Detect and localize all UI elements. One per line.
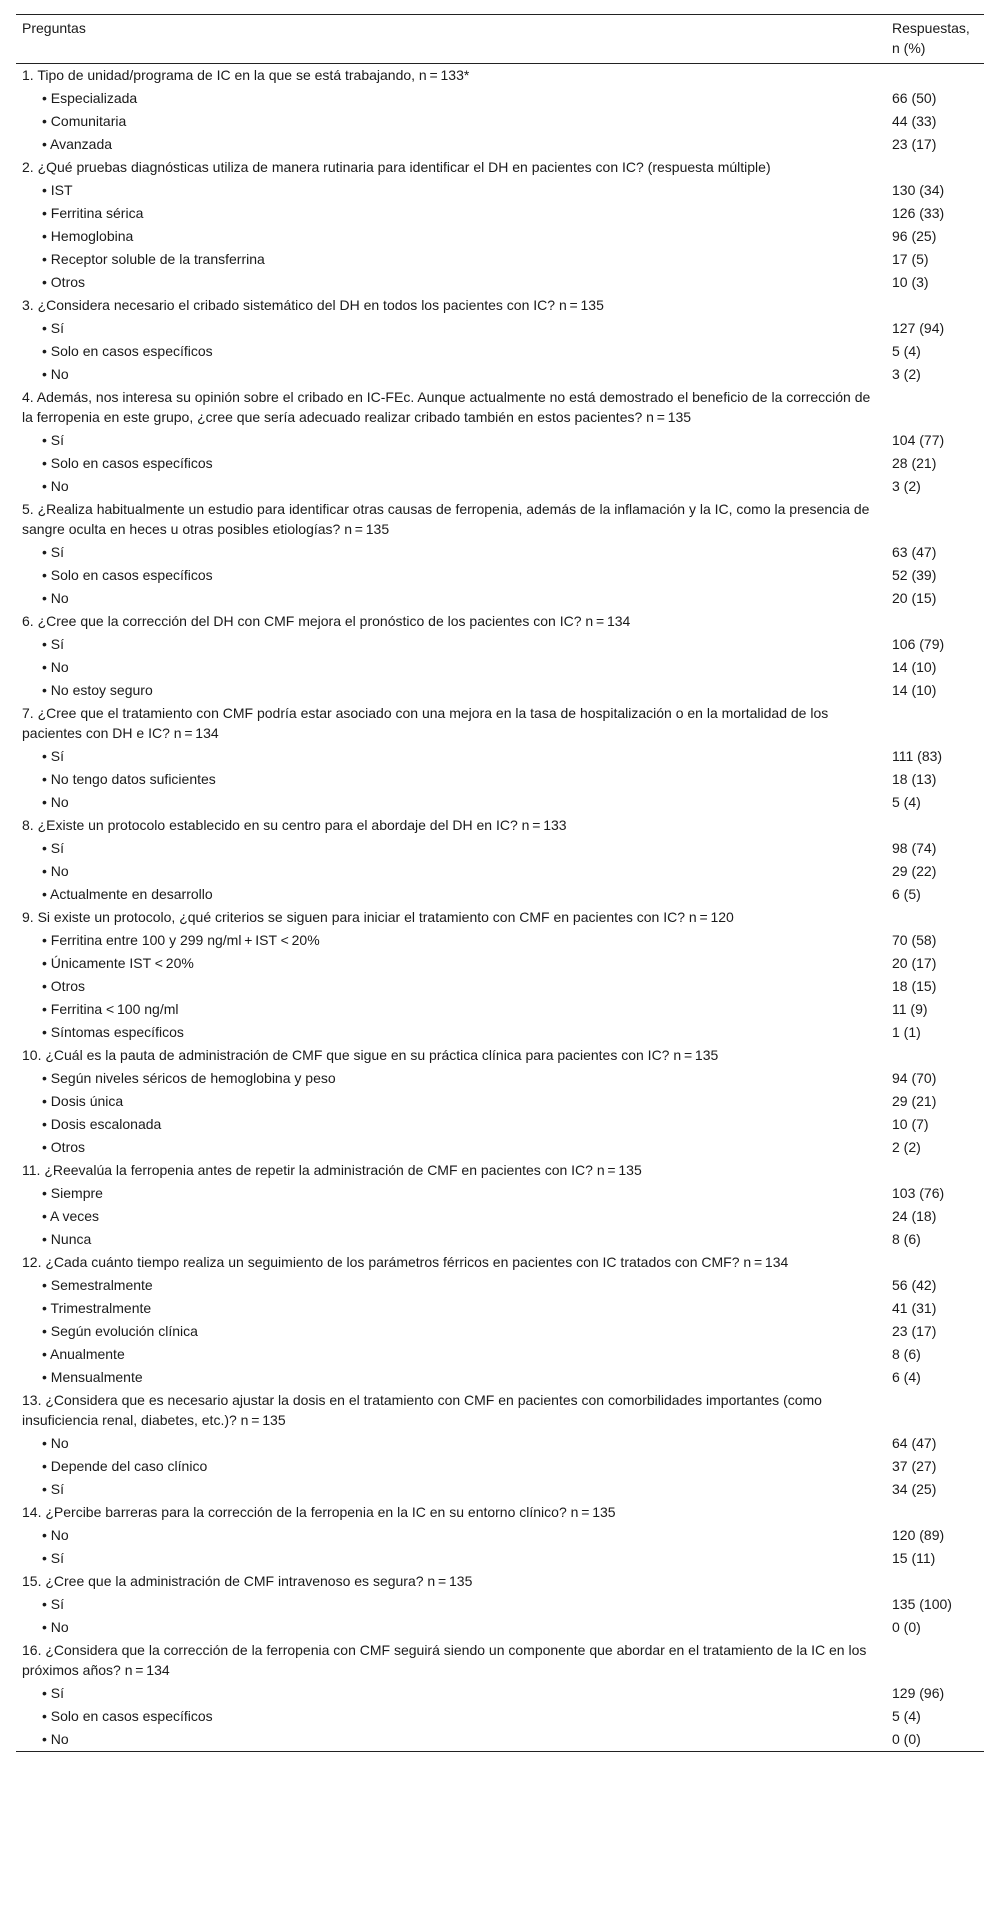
answer-option-row <box>16 952 984 975</box>
option-label: • Únicamente IST < 20% <box>42 955 194 971</box>
question-text: 11. ¿Reevalúa la ferropenia antes de repetir la administración de CMF en pacientes con IC? n = 135 <box>22 1162 642 1178</box>
answer-option-row <box>16 768 984 791</box>
response-count: 18 (15) <box>892 978 937 994</box>
option-label: • Sí <box>42 544 65 560</box>
response-count: 37 (27) <box>892 1458 937 1474</box>
response-count: 96 (25) <box>892 228 937 244</box>
option-label: • Mensualmente <box>42 1369 143 1385</box>
answer-option-row <box>16 133 984 156</box>
option-label: • Solo en casos específicos <box>42 1708 213 1724</box>
option-label: • Avanzada <box>42 136 113 152</box>
response-count: 24 (18) <box>892 1208 937 1224</box>
answer-option-row <box>16 429 984 452</box>
option-label: • Otros <box>42 1139 86 1155</box>
response-count: 2 (2) <box>892 1139 921 1155</box>
question-row <box>16 610 984 633</box>
response-count: 103 (76) <box>892 1185 945 1201</box>
question-text: 15. ¿Cree que la administración de CMF intravenoso es segura? n = 135 <box>22 1573 473 1589</box>
header-answers-line1: Respuestas, <box>892 20 970 36</box>
response-count <box>886 294 984 317</box>
response-count: 6 (4) <box>892 1369 921 1385</box>
answer-option-row <box>16 587 984 610</box>
response-count <box>886 1251 984 1274</box>
response-count: 126 (33) <box>892 205 945 221</box>
option-label: • Ferritina sérica <box>42 205 144 221</box>
option-label: • Receptor soluble de la transferrina <box>42 251 265 267</box>
response-count: 10 (7) <box>892 1116 929 1132</box>
question-text: 2. ¿Qué pruebas diagnósticas utiliza de manera rutinaria para identificar el DH en pacientes con IC? (respuesta múltiple) <box>22 159 771 175</box>
question-row <box>16 386 984 429</box>
option-label: • Trimestralmente <box>42 1300 152 1316</box>
response-count: 52 (39) <box>892 567 937 583</box>
option-label: • Sí <box>42 748 65 764</box>
table-header-row <box>16 15 984 64</box>
option-label: • Sí <box>42 1481 65 1497</box>
response-count: 44 (33) <box>892 113 937 129</box>
response-count <box>886 1159 984 1182</box>
answer-option-row <box>16 1205 984 1228</box>
option-label: • No <box>42 863 69 879</box>
response-count <box>886 814 984 837</box>
question-text: 5. ¿Realiza habitualmente un estudio para identificar otras causas de ferropenia, además de la inflamación y la IC, como la presencia de sangre oculta en heces u otras posibles etiologías? n = 135 <box>22 501 870 537</box>
response-count <box>886 1639 984 1682</box>
option-label: • Otros <box>42 274 86 290</box>
answer-option-row <box>16 1547 984 1570</box>
option-label: • Según niveles séricos de hemoglobina y peso <box>42 1070 336 1086</box>
question-text: 3. ¿Considera necesario el cribado sistemático del DH en todos los pacientes con IC? n = 135 <box>22 297 604 313</box>
response-count: 29 (21) <box>892 1093 937 1109</box>
question-row <box>16 1159 984 1182</box>
answer-option-row <box>16 1297 984 1320</box>
response-count: 1 (1) <box>892 1024 921 1040</box>
response-count: 56 (42) <box>892 1277 937 1293</box>
option-label: • Solo en casos específicos <box>42 567 213 583</box>
option-label: • Ferritina < 100 ng/ml <box>42 1001 179 1017</box>
response-count: 127 (94) <box>892 320 945 336</box>
response-count: 64 (47) <box>892 1435 937 1451</box>
option-label: • Siempre <box>42 1185 103 1201</box>
response-count <box>886 64 984 88</box>
answer-option-row <box>16 541 984 564</box>
answer-option-row <box>16 363 984 386</box>
answer-option-row <box>16 1728 984 1752</box>
option-label: • Sí <box>42 1550 65 1566</box>
answer-option-row <box>16 1067 984 1090</box>
option-label: • No <box>42 478 69 494</box>
response-count: 8 (6) <box>892 1346 921 1362</box>
answer-option-row <box>16 1274 984 1297</box>
option-label: • No <box>42 366 69 382</box>
option-label: • No <box>42 590 69 606</box>
response-count: 23 (17) <box>892 1323 937 1339</box>
option-label: • No <box>42 1619 69 1635</box>
answer-option-row <box>16 837 984 860</box>
question-row <box>16 498 984 541</box>
answer-option-row <box>16 1682 984 1705</box>
response-count: 5 (4) <box>892 1708 921 1724</box>
question-text: 6. ¿Cree que la corrección del DH con CMF mejora el pronóstico de los pacientes con IC? n = 134 <box>22 613 631 629</box>
response-count <box>886 906 984 929</box>
survey-table <box>16 14 984 1752</box>
answer-option-row <box>16 1478 984 1501</box>
response-count: 120 (89) <box>892 1527 945 1543</box>
option-label: • No <box>42 659 69 675</box>
response-count <box>886 386 984 429</box>
answer-option-row <box>16 1366 984 1389</box>
option-label: • Especializada <box>42 90 138 106</box>
answer-option-row <box>16 1455 984 1478</box>
option-label: • Síntomas específicos <box>42 1024 184 1040</box>
option-label: • Sí <box>42 1685 65 1701</box>
answer-option-row <box>16 1113 984 1136</box>
question-text: 8. ¿Existe un protocolo establecido en su centro para el abordaje del DH en IC? n = 133 <box>22 817 567 833</box>
question-row <box>16 64 984 88</box>
question-row <box>16 1389 984 1432</box>
question-text: 4. Además, nos interesa su opinión sobre el cribado en IC-FEc. Aunque actualmente no está demostrado el beneficio de la corrección de la ferropenia en este grupo, ¿cree que sería adecuado realizar cribado también en estos pacientes? n = 135 <box>22 389 871 425</box>
option-label: • A veces <box>42 1208 100 1224</box>
response-count <box>886 498 984 541</box>
response-count: 10 (3) <box>892 274 929 290</box>
response-count: 3 (2) <box>892 366 921 382</box>
option-label: • No <box>16 1728 886 1752</box>
question-text: 12. ¿Cada cuánto tiempo realiza un seguimiento de los parámetros férricos en pacientes con IC tratados con CMF? n = 134 <box>22 1254 789 1270</box>
table-body <box>16 64 984 1752</box>
response-count <box>886 1389 984 1432</box>
option-label: • Otros <box>42 978 86 994</box>
response-count <box>886 1570 984 1593</box>
header-questions: Preguntas <box>16 15 886 64</box>
option-label: • Ferritina entre 100 y 299 ng/ml + IST < 20% <box>42 932 320 948</box>
option-label: • Depende del caso clínico <box>42 1458 208 1474</box>
response-count: 34 (25) <box>892 1481 937 1497</box>
answer-option-row <box>16 1320 984 1343</box>
answer-option-row <box>16 998 984 1021</box>
response-count: 94 (70) <box>892 1070 937 1086</box>
option-label: • Anualmente <box>42 1346 125 1362</box>
option-label: • Nunca <box>42 1231 92 1247</box>
question-text: 10. ¿Cuál es la pauta de administración de CMF que sigue en su práctica clínica para pacientes con IC? n = 135 <box>22 1047 719 1063</box>
response-count: 20 (15) <box>892 590 937 606</box>
question-text: 14. ¿Percibe barreras para la corrección de la ferropenia en la IC en su entorno clínico? n = 135 <box>22 1504 616 1520</box>
response-count: 70 (58) <box>892 932 937 948</box>
answer-option-row <box>16 975 984 998</box>
response-count: 0 (0) <box>892 1619 921 1635</box>
answer-option-row <box>16 679 984 702</box>
question-row <box>16 294 984 317</box>
option-label: • No tengo datos suficientes <box>42 771 216 787</box>
question-text: 16. ¿Considera que la corrección de la ferropenia con CMF seguirá siendo un componente que abordar en el tratamiento de la IC en los próximos años? n = 134 <box>22 1642 867 1678</box>
answer-option-row <box>16 1228 984 1251</box>
answer-option-row <box>16 87 984 110</box>
answer-option-row <box>16 1182 984 1205</box>
answer-option-row <box>16 110 984 133</box>
response-count: 18 (13) <box>892 771 937 787</box>
response-count: 5 (4) <box>892 794 921 810</box>
answer-option-row <box>16 248 984 271</box>
answer-option-row <box>16 452 984 475</box>
response-count: 28 (21) <box>892 455 937 471</box>
option-label: • Dosis única <box>42 1093 124 1109</box>
answer-option-row <box>16 1524 984 1547</box>
answer-option-row <box>16 1616 984 1639</box>
response-count: 14 (10) <box>892 659 937 675</box>
answer-option-row <box>16 745 984 768</box>
option-label: • Actualmente en desarrollo <box>42 886 213 902</box>
option-label: • Semestralmente <box>42 1277 153 1293</box>
question-row <box>16 1501 984 1524</box>
response-count: 29 (22) <box>892 863 937 879</box>
answer-option-row <box>16 1343 984 1366</box>
answer-option-row <box>16 633 984 656</box>
question-row <box>16 702 984 745</box>
option-label: • No <box>42 794 69 810</box>
option-label: • Sí <box>42 320 65 336</box>
option-label: • Dosis escalonada <box>42 1116 162 1132</box>
response-count: 8 (6) <box>892 1231 921 1247</box>
answer-option-row <box>16 656 984 679</box>
option-label: • No estoy seguro <box>42 682 153 698</box>
answer-option-row <box>16 564 984 587</box>
response-count <box>886 156 984 179</box>
response-count <box>886 610 984 633</box>
question-row <box>16 814 984 837</box>
question-text: 1. Tipo de unidad/programa de IC en la que se está trabajando, n = 133* <box>22 67 470 83</box>
answer-option-row <box>16 883 984 906</box>
option-label: • IST <box>42 182 73 198</box>
question-text: 13. ¿Considera que es necesario ajustar la dosis en el tratamiento con CMF en pacientes con comorbilidades importantes (como insuficiencia renal, diabetes, etc.)? n = 135 <box>22 1392 822 1428</box>
answer-option-row <box>16 317 984 340</box>
response-count: 98 (74) <box>892 840 937 856</box>
response-count: 15 (11) <box>892 1550 936 1566</box>
answer-option-row <box>16 475 984 498</box>
answer-option-row <box>16 1136 984 1159</box>
response-count: 23 (17) <box>892 136 937 152</box>
option-label: • Sí <box>42 840 65 856</box>
question-row <box>16 156 984 179</box>
answer-option-row <box>16 225 984 248</box>
option-label: • Comunitaria <box>42 113 127 129</box>
response-count: 0 (0) <box>886 1728 984 1752</box>
response-count: 129 (96) <box>892 1685 945 1701</box>
header-answers <box>886 15 984 64</box>
answer-option-row <box>16 860 984 883</box>
answer-option-row <box>16 340 984 363</box>
question-row <box>16 1251 984 1274</box>
response-count: 63 (47) <box>892 544 937 560</box>
option-label: • Sí <box>42 1596 65 1612</box>
answer-option-row <box>16 1705 984 1728</box>
answer-option-row <box>16 271 984 294</box>
option-label: • Hemoglobina <box>42 228 134 244</box>
answer-option-row <box>16 1432 984 1455</box>
question-row <box>16 906 984 929</box>
question-row <box>16 1044 984 1067</box>
response-count: 20 (17) <box>892 955 937 971</box>
response-count: 66 (50) <box>892 90 937 106</box>
response-count: 17 (5) <box>892 251 929 267</box>
response-count: 111 (83) <box>892 748 943 764</box>
response-count <box>886 702 984 745</box>
response-count <box>886 1044 984 1067</box>
response-count: 6 (5) <box>892 886 921 902</box>
question-text: 9. Si existe un protocolo, ¿qué criterios se siguen para iniciar el tratamiento con CMF en pacientes con IC? n = 120 <box>22 909 734 925</box>
response-count: 130 (34) <box>892 182 945 198</box>
option-label: • Solo en casos específicos <box>42 343 213 359</box>
response-count: 41 (31) <box>892 1300 937 1316</box>
answer-option-row <box>16 1593 984 1616</box>
header-answers-line2: n (%) <box>892 40 926 56</box>
response-count: 5 (4) <box>892 343 921 359</box>
answer-option-row <box>16 179 984 202</box>
question-text: 7. ¿Cree que el tratamiento con CMF podría estar asociado con una mejora en la tasa de hospitalización o en la mortalidad de los pacientes con DH e IC? n = 134 <box>22 705 829 741</box>
option-label: • No <box>42 1527 69 1543</box>
response-count: 3 (2) <box>892 478 921 494</box>
response-count <box>886 1501 984 1524</box>
response-count: 135 (100) <box>892 1596 952 1612</box>
answer-option-row <box>16 1090 984 1113</box>
option-label: • Sí <box>42 432 65 448</box>
response-count: 11 (9) <box>892 1001 928 1017</box>
response-count: 104 (77) <box>892 432 945 448</box>
answer-option-row <box>16 791 984 814</box>
answer-option-row <box>16 929 984 952</box>
option-label: • Según evolución clínica <box>42 1323 198 1339</box>
answer-option-row <box>16 202 984 225</box>
question-row <box>16 1570 984 1593</box>
option-label: • Sí <box>42 636 65 652</box>
answer-option-row <box>16 1021 984 1044</box>
question-row <box>16 1639 984 1682</box>
option-label: • No <box>42 1435 69 1451</box>
response-count: 106 (79) <box>892 636 945 652</box>
option-label: • Solo en casos específicos <box>42 455 213 471</box>
response-count: 14 (10) <box>892 682 937 698</box>
